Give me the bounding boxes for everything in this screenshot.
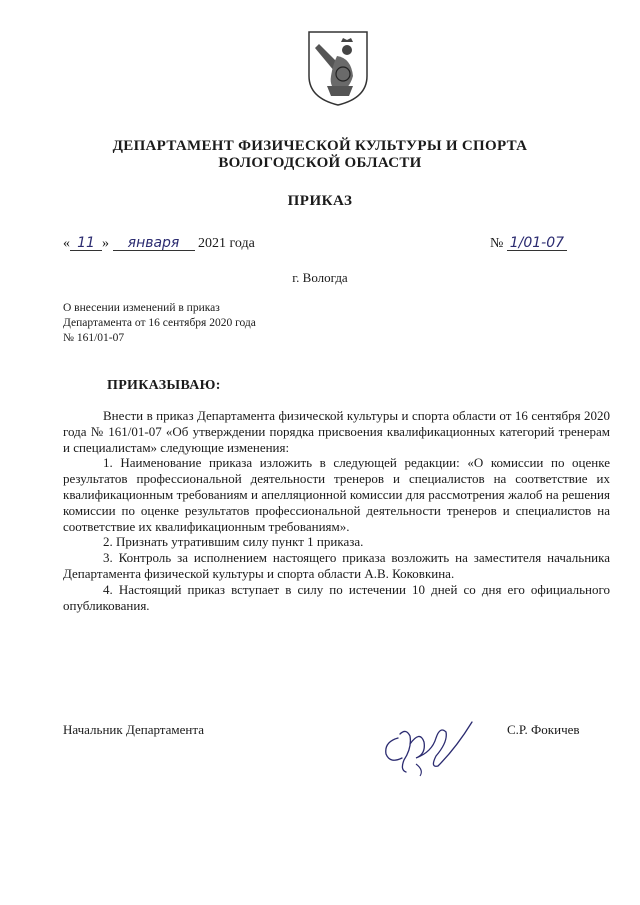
subject-line: Департамента от 16 сентября 2020 года [63,317,256,329]
order-date [63,236,255,252]
body-paragraph: 3. Контроль за исполнением настоящего приказа возложить на заместителя начальника Департамента физической культуры и спорта области А.В. Коковкина. [63,550,610,581]
department-name-line1: ДЕПАРТАМЕНТ ФИЗИЧЕСКОЙ КУЛЬТУРЫ И СПОРТА [112,138,528,154]
date-day: 11 [70,236,102,251]
date-close-quote: » [102,236,109,251]
orders-heading: ПРИКАЗЫВАЮ: [107,378,221,393]
number-prefix: № [490,236,504,251]
order-body [63,408,610,613]
body-paragraph: 4. Настоящий приказ вступает в силу по истечении 10 дней со дня его официального опубликования. [63,581,610,613]
handwritten-signature-icon [376,708,496,780]
date-open-quote: « [63,236,70,251]
order-number [490,236,567,252]
body-paragraph: 2. Признать утратившим силу пункт 1 приказа. [103,534,364,550]
subject-line: № 161/01-07 [63,332,125,344]
date-year: 2021 года [198,236,255,251]
order-subject [63,301,256,346]
body-paragraph: Внести в приказ Департамента физической культуры и спорта области от 16 сентября 2020 года № 161/01-07 «Об утверждении порядка присвоения квалификационных категорий тренерам и специалистам» следующие изменения: [63,408,610,455]
body-paragraph: 1. Наименование приказа изложить в следующей редакции: «О комиссии по оценке результатов профессиональной деятельности тренеров и специалистов на соответствие их квалификационным требованиям и апелляционной комиссии для рассмотрения жалоб на решения комиссии по оценке результатов профессиональной деятельности тренеров и специалистов на соответствие их квалификационным требованиям». [63,455,610,534]
coat-of-arms-icon [305,28,371,108]
signer-name: С.Р. Фокичев [507,722,580,737]
date-month: января [113,236,195,251]
city: г. Вологда [292,270,348,285]
document-type-title: ПРИКАЗ [287,193,353,209]
subject-line: О внесении изменений в приказ [63,302,220,314]
signer-position: Начальник Департамента [63,722,204,737]
department-name-line2: ВОЛОГОДСКОЙ ОБЛАСТИ [218,155,422,171]
number-value: 1/01-07 [507,236,567,251]
